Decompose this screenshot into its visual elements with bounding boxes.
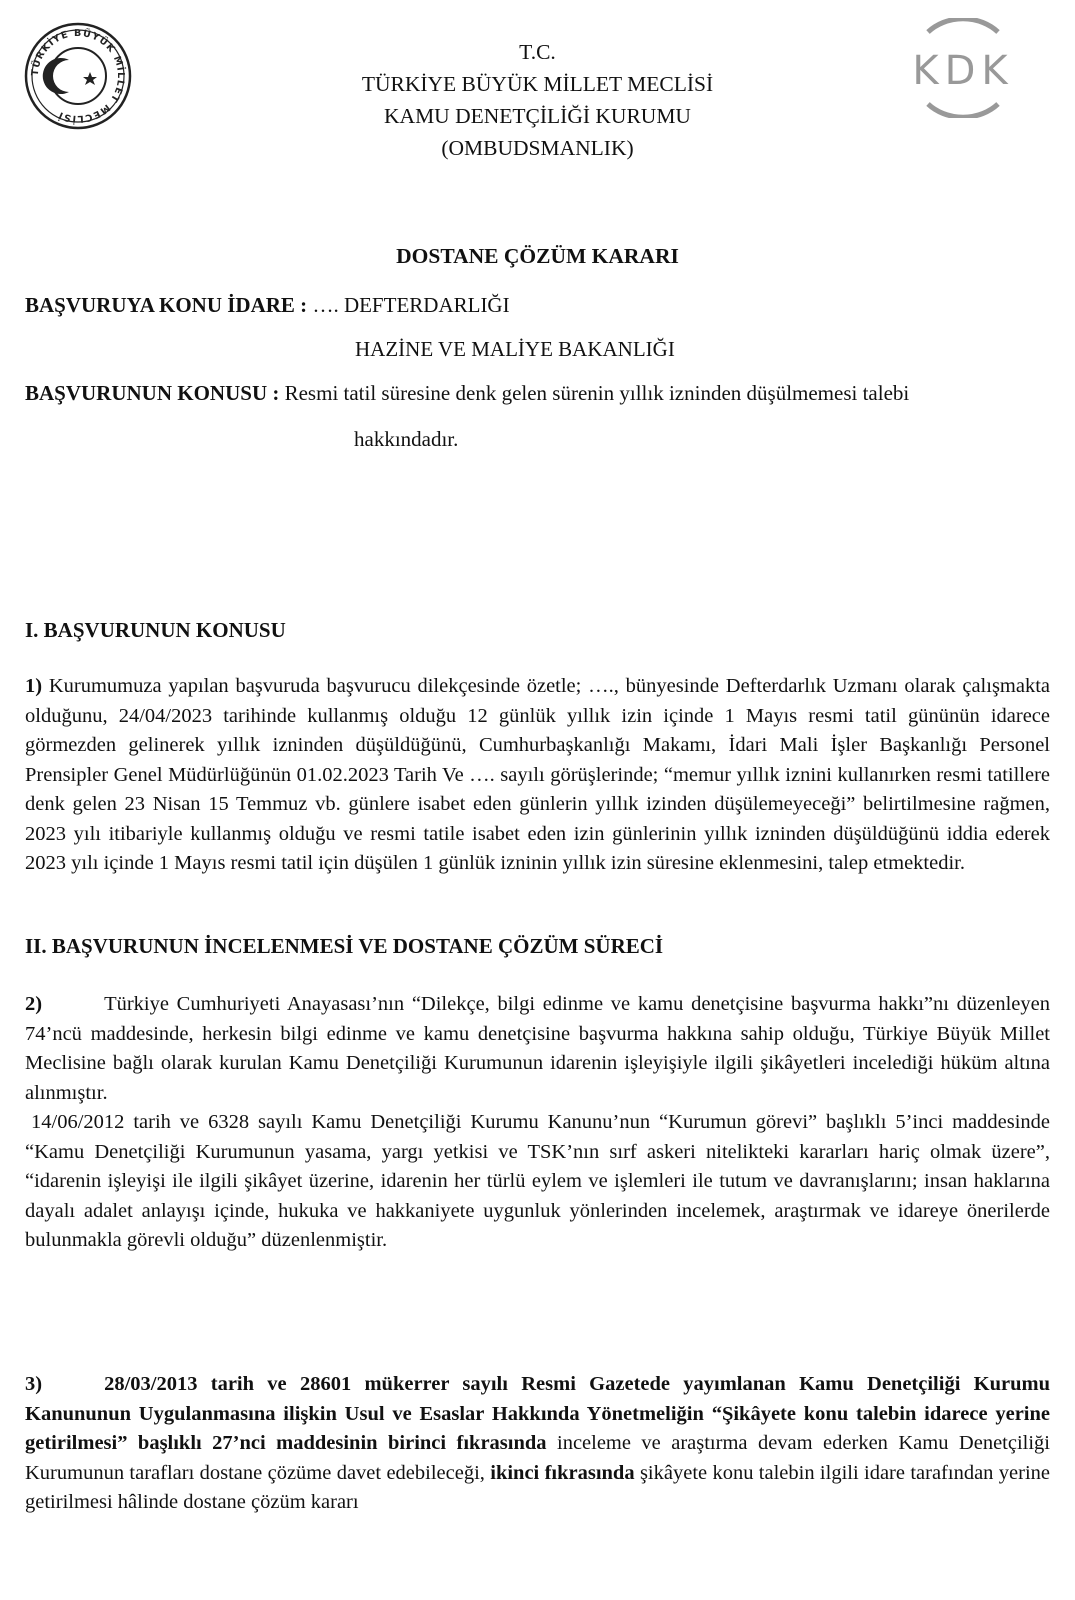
paragraph-3 (25, 1370, 1050, 1518)
seal-text: TÜRKİYE BÜYÜK MİLLET MECLİSİ (29, 27, 127, 125)
paragraph-1-number: 1) (25, 675, 43, 697)
idare-ministry: HAZİNE VE MALİYE BAKANLIĞI (355, 337, 675, 361)
paragraph-2-text: Türkiye Cumhuriyeti Anayasası’nın “Dilekçe, bilgi edinme ve kamu denetçisine başvurma hakkı”nı düzenleyen 74’ncü maddesinde, herkesin bilgi edinme ve kamu denetçisine başvurma hakkına sahip olduğu, Türkiye Büyük Millet Meclisine bağlı olarak kurulan Kamu Denetçiliği Kurumunun idarenin işleyişiyle ilgili şikâyetleri incelediği hüküm altına alınmıştır. (25, 993, 1050, 1104)
idare-label: BAŞVURUYA KONU İDARE : (25, 293, 308, 317)
paragraph-1 (25, 672, 1050, 879)
paragraph-3-bold-ref-2: ikinci fıkrasında (490, 1461, 635, 1484)
idare-field (25, 293, 510, 318)
header-line-tbmm: TÜRKİYE BÜYÜK MİLLET MECLİSİ (361, 72, 714, 96)
section-1-heading: I. BAŞVURUNUN KONUSU (25, 618, 286, 642)
konu-label: BAŞVURUNUN KONUSU : (25, 381, 280, 405)
konu-field (25, 381, 1050, 406)
paragraph-3-text-1: inceleme ve araştırma devam ederken Kamu Denetçiliği Kurumunun tarafları dostane çözüme davet edebileceği, (25, 1432, 1050, 1484)
paragraph-2 (25, 990, 1050, 1108)
paragraph-3-bold-ref: 28/03/2013 tarih ve 28601 mükerrer sayılı Resmi Gazetede yayımlanan Kamu Denetçiliği Kurumu Kanununun Uygulanmasına ilişkin Usul ve Esaslar Hakkında Yönetmeliğin “Şikâyete konu talebin idarece yerine getirilmesi” başlıklı 27’nci maddesinin birinci fıkrasında (25, 1373, 1050, 1454)
paragraph-2-number: 2) (25, 993, 43, 1015)
header-line-tc: T.C. (519, 40, 556, 64)
section-2-heading: II. BAŞVURUNUN İNCELENMESİ VE DOSTANE ÇÖZÜM SÜRECİ (25, 934, 664, 958)
konu-value-cont: hakkındadır. (354, 427, 459, 451)
document-title: DOSTANE ÇÖZÜM KARARI (396, 244, 679, 268)
header-line-kdk: KAMU DENETÇİLİĞİ KURUMU (384, 104, 691, 128)
paragraph-1-text: Kurumumuza yapılan başvuruda başvurucu dilekçesinde özetle; …., bünyesinde Defterdarlık Uzmanı olarak çalışmakta olduğunu, 24/04/2023 tarihinde kullanmış olduğu 12 günlük yıllık izin içinde 1 Mayıs resmi tatil gününün idarece görmezden gelinerek yıllık izninden düşüldüğünü, Cumhurbaşkanlığı Makamı, İdari Mali İşler Başkanlığı Personel Prensipler Genel Müdürlüğünün 01.02.2023 Tarih Ve …. sayılı görüşlerinde; “memur yıllık iznini kullanırken resmi tatillere denk gelen 23 Nisan 15 Temmuz vb. günlere isabet eden günlerin yıllık izinden düşülemeyeceği” belirtilmesine rağmen, 2023 yılı itibariyle kullanmış olduğu ve resmi tatile isabet eden izin günlerinin yıllık izninden düşüldüğünü iddia ederek 2023 yılı içinde 1 Mayıs resmi tatil için düşülen 1 günlük izninin yıllık izin süresine eklenmesini, talep etmektedir. (25, 675, 1051, 874)
institution-header (0, 36, 1075, 164)
paragraph-2b: 14/06/2012 tarih ve 6328 sayılı Kamu Denetçiliği Kurumu Kanunu’nun “Kurumun görevi” başlıklı 5’inci maddesinde “Kamu Denetçiliği Kurumunun yasama, yargı yetkisi ve TSK’nın sırf askeri nitelikteki kararları hariç olmak üzere”, “idarenin işleyişi ile ilgili şikâyet üzerine, idarenin her türlü eylem ve işlemleri ile tutum ve davranışlarını; insan haklarına dayalı adalet anlayışı içinde, hukuka ve hakkaniyete uygunluk yönlerinden incelemek, araştırmak ve idareye önerilerde bulunmakla görevli olduğu” düzenlenmiştir. (25, 1111, 1050, 1251)
paragraph-3-number: 3) (25, 1373, 43, 1395)
header-line-ombudsman: (OMBUDSMANLIK) (441, 136, 634, 160)
konu-value: Resmi tatil süresine denk gelen sürenin yıllık izninden düşülmemesi talebi (284, 381, 910, 405)
idare-value: …. DEFTERDARLIĞI (312, 293, 510, 317)
kdk-logo-text: KDK (912, 48, 1014, 94)
paragraph-3-text-2: şikâyete konu talebin ilgili idare tarafından yerine getirilmesi hâlinde dostane çözüm kararı (25, 1461, 1050, 1513)
